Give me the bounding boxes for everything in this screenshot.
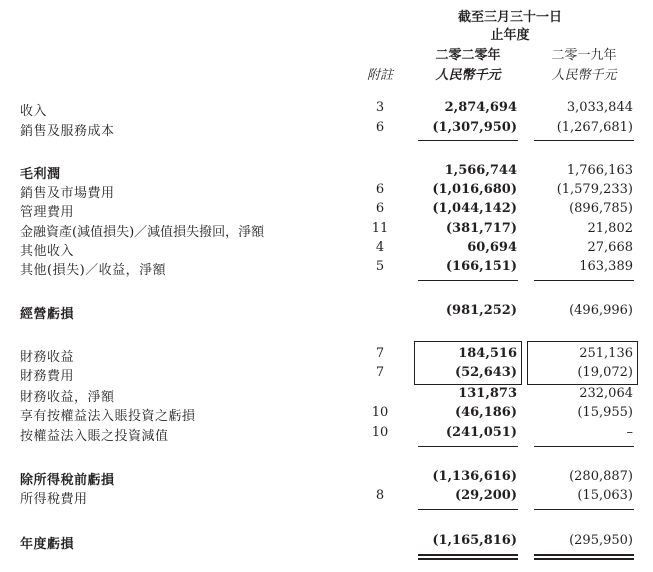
row-value-2019: 3,033,844 <box>566 100 633 115</box>
row-value-2019: (1,579,233) <box>556 182 633 197</box>
row-note: 7 <box>375 365 385 380</box>
row-label: 財務收益，淨額 <box>20 390 115 405</box>
row-label: 享有按權益法入賬投資之虧損 <box>20 409 196 424</box>
row-note: 10 <box>371 425 389 440</box>
row-value-2019: (896,785) <box>569 201 633 216</box>
row-note: 6 <box>375 182 385 197</box>
row-impairment-financial-assets <box>0 221 653 241</box>
year-2019-header: 二零一九年 <box>551 48 617 63</box>
row-finance-income-net <box>0 386 653 406</box>
double-underline-2020 <box>418 558 518 560</box>
row-value-2019: – <box>626 425 633 440</box>
row-value-2020: (1,136,616) <box>432 469 517 484</box>
subtotal-line-2019 <box>534 509 634 510</box>
subtotal-line-2020 <box>418 140 518 141</box>
row-value-2019: 21,802 <box>587 221 633 236</box>
row-value-2020: 2,874,694 <box>444 100 517 115</box>
row-finance-income <box>0 346 653 366</box>
subtotal-line-2020 <box>418 509 518 510</box>
row-value-2019: (295,950) <box>569 533 633 548</box>
row-label: 按權益法入賬之投資減值 <box>20 429 169 444</box>
row-loss-for-year <box>0 533 653 553</box>
row-label: 經營虧損 <box>20 307 75 322</box>
row-selling-expenses <box>0 182 653 202</box>
row-value-2020: (1,165,816) <box>432 533 517 548</box>
row-finance-costs <box>0 365 653 385</box>
currency-2020-header: 人民幣千元 <box>435 68 501 83</box>
row-value-2020: 60,694 <box>467 240 517 255</box>
row-value-2020: 184,516 <box>458 346 517 361</box>
row-admin-expenses <box>0 201 653 221</box>
period-header-line1: 截至三月三十一日 <box>457 10 562 25</box>
row-value-2019: 1,766,163 <box>566 163 633 178</box>
row-value-2020: (52,643) <box>454 365 517 380</box>
row-note: 7 <box>375 346 385 361</box>
row-label: 財務收益 <box>20 350 75 365</box>
double-underline-2019 <box>534 554 634 556</box>
row-label: 其他收入 <box>20 244 75 259</box>
row-loss-before-tax <box>0 469 653 489</box>
subtotal-line-2020 <box>418 446 518 447</box>
subtotal-line-2020 <box>418 280 518 281</box>
row-note: 6 <box>375 201 385 216</box>
row-note: 3 <box>375 100 385 115</box>
row-label: 財務費用 <box>20 369 75 384</box>
row-note: 4 <box>375 240 385 255</box>
currency-2019-header: 人民幣千元 <box>551 68 617 83</box>
row-gross-profit <box>0 163 653 183</box>
row-value-2020: (1,016,680) <box>432 182 517 197</box>
row-value-2019: (1,267,681) <box>556 120 633 135</box>
row-label: 收入 <box>20 104 48 119</box>
row-label: 銷售及市場費用 <box>20 186 115 201</box>
row-value-2019: 27,668 <box>587 240 633 255</box>
row-value-2019: (496,996) <box>569 303 633 318</box>
row-value-2020: 1,566,744 <box>444 163 517 178</box>
row-label: 毛利潤 <box>20 167 61 182</box>
row-value-2020: (166,151) <box>445 259 517 274</box>
row-value-2020: (1,044,142) <box>432 201 517 216</box>
row-value-2020: 131,873 <box>458 386 517 401</box>
row-revenue <box>0 100 653 120</box>
period-header-line2: 止年度 <box>490 28 530 43</box>
row-note: 8 <box>375 488 385 503</box>
row-label: 銷售及服務成本 <box>20 124 115 139</box>
row-label: 其他(損失)／收益，淨額 <box>20 263 167 278</box>
row-label: 金融資產(減值損失)／減值損失撥回，淨額 <box>20 225 265 240</box>
year-2020-header: 二零二零年 <box>435 48 501 63</box>
row-cost-of-sales <box>0 120 653 140</box>
row-note: 5 <box>375 259 385 274</box>
row-value-2019: (15,955) <box>577 405 633 420</box>
subtotal-line-2019 <box>534 446 634 447</box>
row-label: 除所得稅前虧損 <box>20 473 115 488</box>
double-underline-2020 <box>418 554 518 556</box>
row-label: 年度虧損 <box>20 537 75 552</box>
row-value-2020: (29,200) <box>454 488 517 503</box>
row-label: 所得稅費用 <box>20 492 88 507</box>
double-underline-2019 <box>534 558 634 560</box>
row-value-2020: (46,186) <box>454 405 517 420</box>
row-share-of-losses <box>0 405 653 425</box>
note-column-header: 附註 <box>366 68 393 83</box>
row-value-2019: 251,136 <box>579 346 633 361</box>
row-value-2019: 232,064 <box>579 386 633 401</box>
row-other-gains-losses <box>0 259 653 279</box>
row-investment-impairment <box>0 425 653 445</box>
row-value-2020: (381,717) <box>445 221 517 236</box>
row-note: 6 <box>375 120 385 135</box>
row-income-tax <box>0 488 653 508</box>
row-value-2020: (1,307,950) <box>432 120 517 135</box>
subtotal-line-2019 <box>534 280 634 281</box>
row-note: 10 <box>371 405 389 420</box>
row-value-2019: 163,389 <box>579 259 633 274</box>
row-note: 11 <box>371 221 389 236</box>
row-operating-loss <box>0 303 653 323</box>
row-value-2020: (981,252) <box>445 303 517 318</box>
row-value-2019: (19,072) <box>577 365 633 380</box>
row-other-income <box>0 240 653 260</box>
row-value-2019: (15,063) <box>577 488 633 503</box>
row-value-2020: (241,051) <box>445 425 517 440</box>
subtotal-line-2019 <box>534 140 634 141</box>
row-value-2019: (280,887) <box>569 469 633 484</box>
row-label: 管理費用 <box>20 205 75 220</box>
